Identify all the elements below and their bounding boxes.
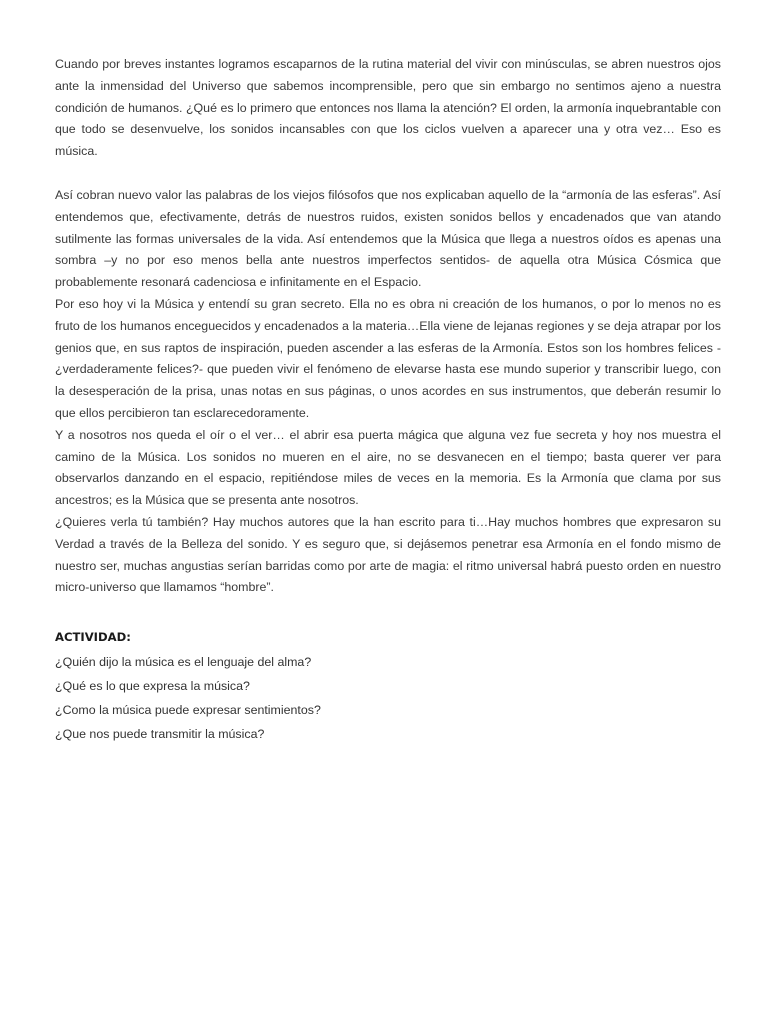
activity-title: ACTIVIDAD:: [55, 630, 131, 645]
document-page: [55, 54, 721, 746]
paragraph-5: ¿Quieres verla tú también? Hay muchos autores que la han escrito para ti…Hay muchos hombres que expresaron su Verdad a través de la Belleza del sonido. Y es seguro que, si dejásemos penetrar esa Armonía en el fondo mismo de nuestro ser, muchas angustias serían barridas como por arte de magia: el ritmo universal habrá puesto orden en nuestro micro-universo que llamamos “hombre”.: [55, 514, 721, 595]
paragraph-gap: [55, 163, 721, 185]
paragraph-3: Por eso hoy vi la Música y entendí su gran secreto. Ella no es obra ni creación de los humanos, o por lo menos no es fruto de los humanos enceguecidos y encadenados a la materia…Ella viene de lejanas regiones y se deja atrapar por los genios que, en sus raptos de inspiración, pueden ascender a las esferas de la Armonía. Estos son los hombres felices -¿verdaderamente felices?- que pueden vivir el fenómeno de elevarse hasta ese mundo superior y transcribir luego, con la desesperación de la prisa, unas notas en sus páginas, o unos acordes en sus instrumentos, que deberán resumir lo que ellos percibieron tan esclarecedoramente.: [55, 296, 721, 420]
question-item-4: ¿Que nos puede transmitir la música?: [55, 727, 265, 742]
question-item-3: ¿Como la música puede expresar sentimientos?: [55, 703, 321, 718]
paragraph-2: Así cobran nuevo valor las palabras de los viejos filósofos que nos explicaban aquello de la “armonía de las esferas”. Así entendemos que, efectivamente, detrás de nuestros ruidos, existen sonidos bellos y encadenados que van atando sutilmente las formas universales de la vida. Así entendemos que la Música que llega a nuestros oídos es apenas una sombra –y no por eso menos bella ante nuestros imperfectos sentidos- de aquella otra Música Cósmica que probablemente resonará cadenciosa e infinitamente en el Espacio.: [55, 187, 721, 290]
paragraph-1: Cuando por breves instantes logramos escaparnos de la rutina material del vivir con minúsculas, se abren nuestros ojos ante la inmensidad del Universo que sabemos incomprensible, pero que sin embargo no sentimos ajeno a nuestra condición de humanos. ¿Qué es lo primero que entonces nos llama la atención? El orden, la armonía inquebrantable con que todo se desenvuelve, los sonidos incansables con que los ciclos vuelven a aparecer una y otra vez… Eso es música.: [55, 57, 721, 159]
question-item-2: ¿Qué es lo que expresa la música?: [55, 679, 250, 694]
question-item-1: ¿Quién dijo la música es el lenguaje del alma?: [55, 655, 312, 670]
question-list: [55, 650, 721, 746]
paragraph-4: Y a nosotros nos queda el oír o el ver… el abrir esa puerta mágica que alguna vez fue secreta y hoy nos muestra el camino de la Música. Los sonidos no mueren en el aire, no se desvanecen en el tiempo; basta querer ver para observarlos danzando en el espacio, repitiéndose miles de veces en la memoria. Es la Armonía que clama por sus ancestros; es la Música que se presenta ante nosotros.: [55, 427, 721, 508]
